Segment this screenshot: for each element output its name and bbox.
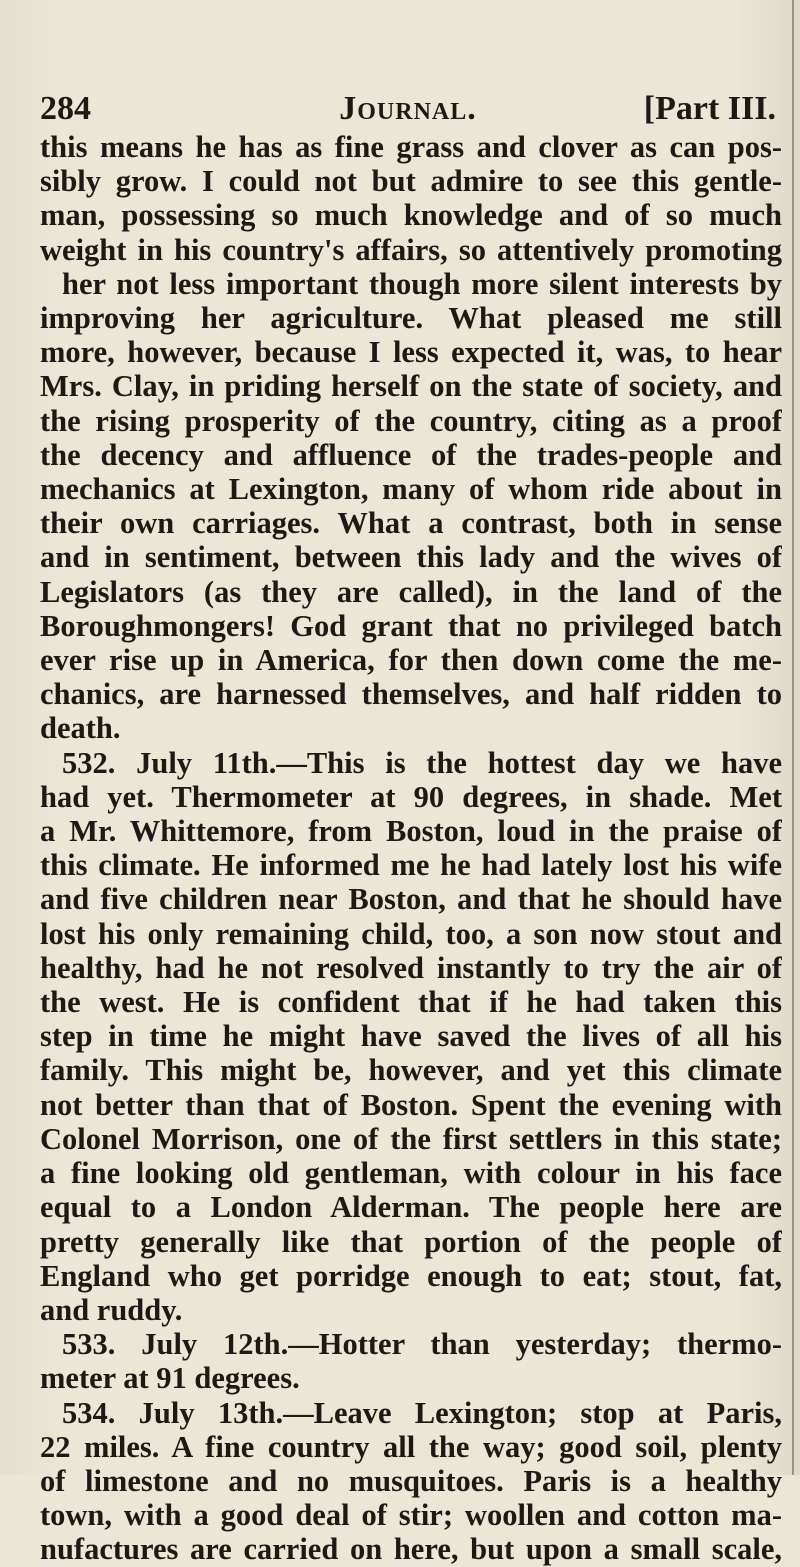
text-line: healthy, had he not resolved instantly to try the air of xyxy=(40,950,782,985)
text-line: equal to a London Alderman. The people here are xyxy=(40,1190,782,1225)
text-line: improving her agriculture. What pleased me still xyxy=(40,301,782,336)
text-line: the west. He is confident that if he had taken this xyxy=(40,985,782,1020)
text-line: lost his only remaining child, too, a son now stout and xyxy=(40,916,782,951)
text-line: town, with a good deal of stir; woollen and cotton ma- xyxy=(40,1498,782,1533)
text-line: 532. July 11th.—This is the hottest day we have xyxy=(62,745,782,780)
text-line: a Mr. Whittemore, from Boston, loud in the praise of xyxy=(40,814,782,849)
running-title: Journal. xyxy=(339,90,477,127)
text-line: and ruddy. xyxy=(40,1292,183,1327)
text-line: nufactures are carried on here, but upon a small scale, xyxy=(40,1532,782,1567)
text-line: sibly grow. I could not but admire to see this gentle- xyxy=(40,164,782,199)
text-line: meter at 91 degrees. xyxy=(40,1361,300,1396)
text-line: this climate. He informed me he had lately lost his wife xyxy=(40,848,782,883)
page-edge xyxy=(792,0,794,1475)
text-line: death. xyxy=(40,711,121,746)
text-line: weight in his country's affairs, so attentively promoting xyxy=(40,232,782,267)
text-line: had yet. Thermometer at 90 degrees, in shade. Met xyxy=(40,779,782,814)
text-line: chanics, are harnessed themselves, and half ridden to xyxy=(40,677,782,712)
part-label: [Part III. xyxy=(643,90,776,127)
running-header xyxy=(40,86,776,132)
text-line: the decency and affluence of the trades-people and xyxy=(40,437,782,472)
text-line: Legislators (as they are called), in the land of the xyxy=(40,574,782,609)
text-line: pretty generally like that portion of the people of xyxy=(40,1224,782,1259)
text-line: England who get porridge enough to eat; stout, fat, xyxy=(40,1258,782,1293)
text-line: 22 miles. A fine country all the way; good soil, plenty xyxy=(40,1429,782,1464)
text-line: and five children near Boston, and that he should have xyxy=(40,882,782,917)
text-line: not better than that of Boston. Spent the evening with xyxy=(40,1087,782,1122)
text-line: of limestone and no musquitoes. Paris is a healthy xyxy=(40,1463,782,1498)
text-line: a fine looking old gentleman, with colour in his face xyxy=(40,1156,782,1191)
body-text xyxy=(40,130,782,1567)
text-line: Boroughmongers! God grant that no privileged batch xyxy=(40,608,782,643)
text-line: her not less important though more silent interests by xyxy=(62,266,782,301)
text-line: Mrs. Clay, in priding herself on the state of society, and xyxy=(40,369,782,404)
text-line: 534. July 13th.—Leave Lexington; stop at Paris, xyxy=(62,1395,782,1430)
text-line: step in time he might have saved the lives of all his xyxy=(40,1019,782,1054)
page-number: 284 xyxy=(40,90,91,127)
text-line: man, possessing so much knowledge and of so much xyxy=(40,198,782,233)
text-line: the rising prosperity of the country, citing as a proof xyxy=(40,403,782,438)
text-line: ever rise up in America, for then down come the me- xyxy=(40,643,782,678)
text-line: 533. July 12th.—Hotter than yesterday; thermo- xyxy=(62,1327,782,1362)
text-line: Colonel Morrison, one of the first settlers in this state; xyxy=(40,1121,782,1156)
text-line: more, however, because I less expected it, was, to hear xyxy=(40,335,782,370)
text-line: and in sentiment, between this lady and the wives of xyxy=(40,540,782,575)
text-line: family. This might be, however, and yet this climate xyxy=(40,1053,782,1088)
text-line: mechanics at Lexington, many of whom ride about in xyxy=(40,472,782,507)
text-line: this means he has as fine grass and clover as can pos- xyxy=(40,130,782,164)
text-line: their own carriages. What a contrast, both in sense xyxy=(40,506,782,541)
